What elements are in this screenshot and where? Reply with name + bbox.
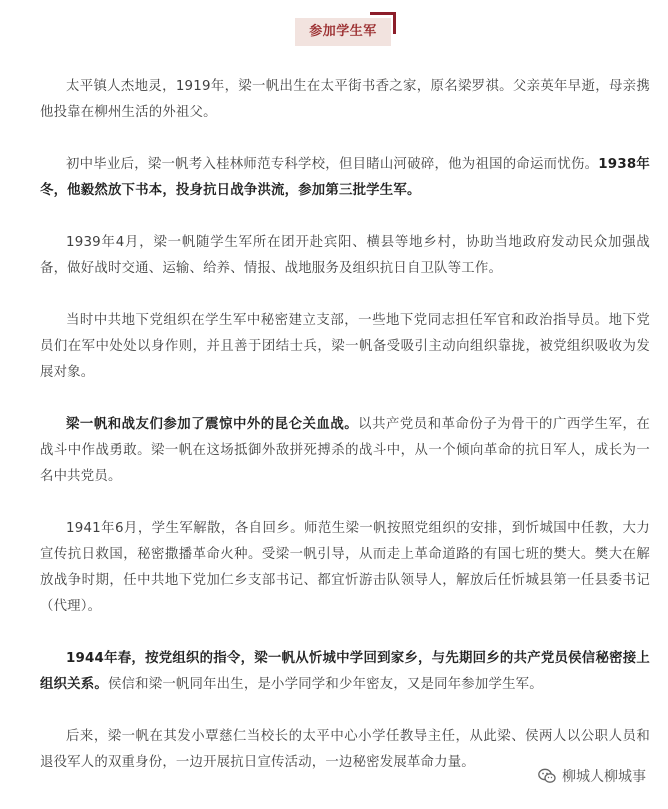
paragraph-2 [40, 152, 650, 204]
paragraph-7 [40, 646, 650, 698]
paragraph-3-text: 1939年4月，梁一帆随学生军所在团开赴宾阳、横县等地乡村，协助当地政府发动民众加强战备，做好战时交通、运输、给养、情报、战地服务及组织抗日自卫队等工作。 [40, 235, 650, 276]
paragraph-1 [40, 74, 650, 126]
paragraph-6-text: 1941年6月，学生军解散，各自回乡。师范生梁一帆按照党组织的安排，到忻城国中任教，大力宣传抗日救国，秘密撒播革命火种。受梁一帆引导，从而走上革命道路的有国七班的樊大。樊大在解放战争时期，任中共地下党加仁乡支部书记、都宜忻游击队领导人，解放后任忻城县第一任县委书记（代理）。 [40, 521, 650, 614]
paragraph-8-text: 后来，梁一帆在其发小覃慈仁当校长的太平中心小学任教导主任，从此梁、侯两人以公职人员和退役军人的双重身份，一边开展抗日宣传活动，一边秘密发展革命力量。 [40, 729, 650, 770]
section-title-badge [295, 18, 391, 46]
paragraph-5-text: 以共产党员和革命份子为骨干的广西学生军，在战斗中作战勇敢。梁一帆在这场抵御外敌拼死搏杀的战斗中，从一个倾向革命的抗日军人，成长为一名中共党员。 [40, 417, 650, 484]
paragraph-1-text: 太平镇人杰地灵，1919年，梁一帆出生在太平街书香之家，原名梁罗祺。父亲英年早逝，母亲携他投靠在柳州生活的外祖父。 [40, 79, 650, 120]
paragraph-4-text: 当时中共地下党组织在学生军中秘密建立支部，一些地下党同志担任军官和政治指导员。地下党员们在军中处处以身作则，并且善于团结士兵，梁一帆备受吸引主动向组织靠拢，被党组织吸收为发展对象。 [40, 313, 650, 380]
paragraph-5 [40, 412, 650, 490]
paragraph-7-bold: 1944年春，按党组织的指令，梁一帆从忻城中学回到家乡，与先期回乡的共产党员侯信秘密接上组织关系。 [40, 651, 650, 692]
paragraph-3 [40, 230, 650, 282]
paragraph-4 [40, 308, 650, 386]
section-header [0, 0, 668, 52]
paragraph-7-text: 侯信和梁一帆同年出生，是小学同学和少年密友，又是同年参加学生军。 [107, 677, 543, 692]
paragraph-2-text: 初中毕业后，梁一帆考入桂林师范专科学校，但目睹山河破碎，他为祖国的命运而忧伤。 [66, 157, 599, 172]
paragraph-5-bold: 梁一帆和战友们参加了震惊中外的昆仑关血战。 [66, 417, 359, 432]
watermark-text: 柳城人柳城事 [562, 769, 646, 785]
paragraph-6 [40, 516, 650, 620]
watermark [536, 765, 648, 787]
section-title: 参加学生军 [309, 24, 377, 39]
article-body [40, 74, 650, 802]
wechat-icon [538, 768, 556, 784]
paragraph-2-bold: 1938年冬，他毅然放下书本，投身抗日战争洪流，参加第三批学生军。 [40, 157, 650, 198]
